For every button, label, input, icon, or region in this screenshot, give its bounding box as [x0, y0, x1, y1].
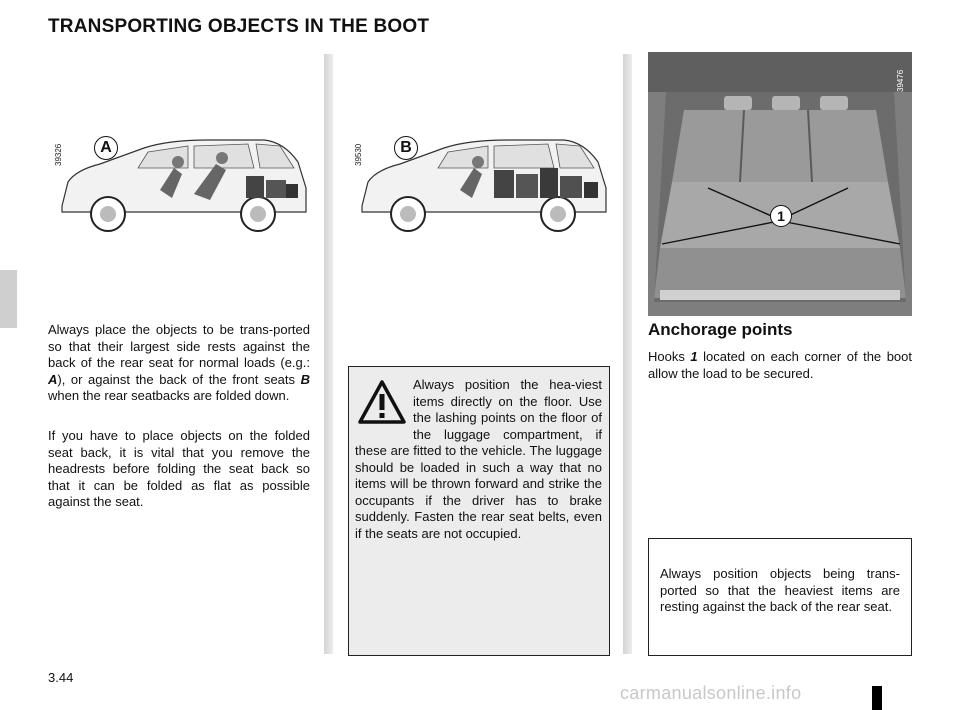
text-run: when the rear seatbacks are folded down. [48, 388, 290, 403]
text-run: ), or against the back of the front seats [57, 371, 301, 387]
note-text: Always position objects being trans-ported so that the heaviest items are resting against the back of the rear seat. [660, 566, 900, 614]
figure-letter-ref: A [48, 371, 58, 387]
warning-box [348, 366, 610, 656]
figure-letter: B [394, 136, 418, 160]
figure-ref: 39530 [354, 143, 363, 166]
hook-callout: 1 [770, 205, 792, 227]
car-side-load-a-illustration [48, 118, 314, 248]
hook-number-ref: 1 [690, 349, 698, 364]
illustration-b [348, 118, 614, 248]
text-run: located on each corner of the boot allow the load to be secured. [648, 349, 912, 381]
anchorage-text [648, 349, 912, 382]
warning-triangle-icon [357, 379, 407, 425]
car-side-load-b-illustration [348, 118, 614, 248]
warning-text: Always position the hea-viest items directly on the floor. Use the lashing points on the floor of the luggage compartment, if these are fitted to the vehicle. The luggage should be loaded in such a way that no items will be thrown forward and strike the occupants if the driver has to brake suddenly. Fasten the rear seat belts, even if the seats are not occupied. [355, 377, 602, 541]
figure-letter-ref: B [300, 371, 310, 387]
figure-letter: A [94, 136, 118, 160]
loading-instructions [48, 322, 310, 405]
headrest-instructions: If you have to place objects on the folded seat back, it is vital that you remove the headrests before folding the seat back so that it can be folded as flat as possible against the seat. [48, 428, 310, 509]
text-run: Always place the objects to be trans-ported so that their largest side rests against the back of the rear seat for normal loads (e.g.: [48, 322, 310, 370]
watermark: carmanualsonline.info [620, 683, 802, 703]
column-divider [623, 54, 632, 654]
page-title: TRANSPORTING OBJECTS IN THE BOOT [48, 16, 430, 37]
end-of-section-mark [872, 686, 882, 710]
boot-interior-illustration [648, 52, 912, 316]
boot-photo [648, 52, 912, 316]
column-divider [324, 54, 333, 654]
page-number: 3.44 [48, 670, 74, 685]
text-run: Hooks [648, 349, 691, 364]
anchorage-heading: Anchorage points [648, 320, 793, 339]
section-tab [0, 270, 17, 328]
illustration-a [48, 118, 314, 248]
figure-ref: 39326 [54, 143, 63, 166]
note-box [648, 538, 912, 656]
figure-ref: 39476 [896, 69, 905, 92]
